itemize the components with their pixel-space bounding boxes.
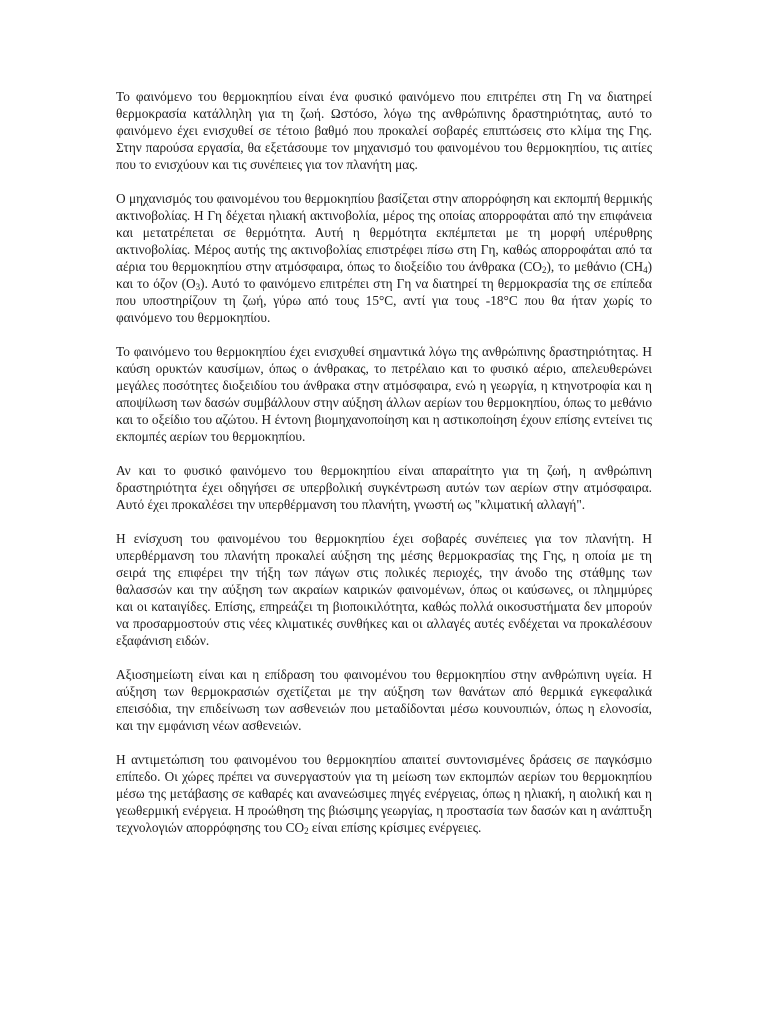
paragraph-solutions [116, 751, 652, 836]
paragraph-consequences [116, 530, 652, 649]
paragraph-text: Το φαινόμενο του θερμοκηπίου είναι ένα φυσικό φαινόμενο που επιτρέπει στη Γη να διατηρεί θερμοκρασία κατάλληλη για τη ζωή. Ωστόσο, λόγω της ανθρώπινης δραστηριότητας, αυτό το φαινόμενο έχει ενισχυθεί σε τέτοιο βαθμό που προκαλεί σοβαρές επιπτώσεις στο κλίμα της Γης. Στην παρούσα εργασία, θα εξετάσουμε τον μηχανισμό του φαινομένου του θερμοκηπίου, τις αιτίες που το ενισχύουν και τις συνέπειες για τον πλανήτη μας. [116, 89, 652, 172]
paragraph-causes [116, 343, 652, 445]
subscript: 2 [541, 265, 547, 275]
paragraph-text: ) και το όζον (O [116, 259, 653, 291]
paragraph-mechanism [116, 190, 652, 326]
paragraph-text: Η αντιμετώπιση του φαινομένου του θερμοκηπίου απαιτεί συντονισμένες δράσεις σε παγκόσμιο επίπεδο. Οι χώρες πρέπει να συνεργαστούν για τη μείωση των εκπομπών αερίων του θερμοκηπίου μέσω της μετάβασης σε καθαρές και ανανεώσιμες πηγές ενέργειας, όπως η ηλιακή, η αιολική και η γεωθερμική ενέργεια. Η προώθηση της βιώσιμης γεωργίας, η προστασία των δασών και η ανάπτυξη τεχνολογιών απορρόφησης του CO [116, 752, 652, 835]
paragraph-text: είναι επίσης κρίσιμες ενέργειες. [308, 820, 482, 835]
paragraph-text: Η ενίσχυση του φαινομένου του θερμοκηπίου έχει σοβαρές συνέπειες για τον πλανήτη. Η υπερθέρμανση του πλανήτη προκαλεί αύξηση της μέσης θερμοκρασίας της Γης, η οποία με τη σειρά της επιφέρει την τήξη των πάγων στις πολικές περιοχές, την άνοδο της στάθμης των θαλασσών και την αύξηση των ακραίων καιρικών φαινομένων, όπως οι καύσωνες, οι πλημμύρες και οι καταιγίδες. Επίσης, επηρεάζει τη βιοποικιλότητα, καθώς πολλά οικοσυστήματα δεν μπορούν να προσαρμοστούν στις νέες κλιματικές συνθήκες και οι αλλαγές αυτές ενδέχεται να προκαλέσουν εξαφάνιση ειδών. [116, 531, 652, 648]
subscript: 2 [304, 826, 309, 836]
paragraph-text: Το φαινόμενο του θερμοκηπίου έχει ενισχυθεί σημαντικά λόγω της ανθρώπινης δραστηριότητας. Η καύση ορυκτών καυσίμων, όπως ο άνθρακας, το πετρέλαιο και το φυσικό αέριο, απελευθερώνει μεγάλες ποσότητες διοξειδίου του άνθρακα στην ατμόσφαιρα, ενώ η γεωργία, η κτηνοτροφία και η αποψίλωση των δασών συμβάλλουν στην αύξηση άλλων αερίων του θερμοκηπίου, όπως το μεθάνιο και το οξείδιο του αζώτου. Η έντονη βιομηχανοποίηση και η αστικοποίηση έχουν επίσης εντείνει τις εκπομπές αερίων του θερμοκηπίου. [116, 344, 652, 444]
paragraph-text: Αν και το φυσικό φαινόμενο του θερμοκηπίου είναι απαραίτητο για τη ζωή, η ανθρώπινη δραστηριότητα έχει οδηγήσει σε υπερβολική συγκέντρωση αυτών των αερίων στην ατμόσφαιρα. Αυτό έχει προκαλέσει την υπερθέρμανση του πλανήτη, γνωστή ως "κλιματική αλλαγή". [116, 463, 652, 512]
subscript: 4 [643, 265, 648, 275]
paragraph-text: ). Αυτό το φαινόμενο επιτρέπει στη Γη να διατηρεί τη θερμοκρασία της σε επίπεδα που υποστηρίζουν τη ζωή, γύρω από τους 15°C, αντί για τους -18°C που θα ήταν χωρίς το φαινόμενο του θερμοκηπίου. [116, 276, 652, 325]
paragraph-text: Αξιοσημείωτη είναι και η επίδραση του φαινομένου του θερμοκηπίου στην ανθρώπινη υγεία. Η αύξηση των θερμοκρασιών σχετίζεται με την αύξηση των θανάτων από θερμικά εγκεφαλικά επεισόδια, την επιδείνωση των ασθενειών που μεταδίδονται μέσω κουνουπιών, όπως η ελονοσία, και την εμφάνιση νέων ασθενειών. [116, 667, 652, 733]
paragraph-climate-change [116, 462, 652, 513]
document-page [116, 88, 652, 853]
subscript: 3 [195, 282, 201, 292]
paragraph-health [116, 666, 652, 734]
paragraph-text: ), το μεθάνιο (CH [546, 259, 644, 274]
paragraph-text: Ο μηχανισμός του φαινομένου του θερμοκηπίου βασίζεται στην απορρόφηση και εκπομπή θερμικής ακτινοβολίας. Η Γη δέχεται ηλιακή ακτινοβολία, μέρος της οποίας απορροφάται από την επιφάνεια και μετατρέπεται σε θερμότητα. Αυτή η θερμότητα εκπέμπεται με τη μορφή υπέρυθρης ακτινοβολίας. Μέρος αυτής της ακτινοβολίας επιστρέφει πίσω στη Γη, καθώς απορροφάται από τα αέρια του θερμοκηπίου στην ατμόσφαιρα, όπως το διοξείδιο του άνθρακα (CO [116, 191, 652, 274]
paragraph-introduction [116, 88, 652, 173]
